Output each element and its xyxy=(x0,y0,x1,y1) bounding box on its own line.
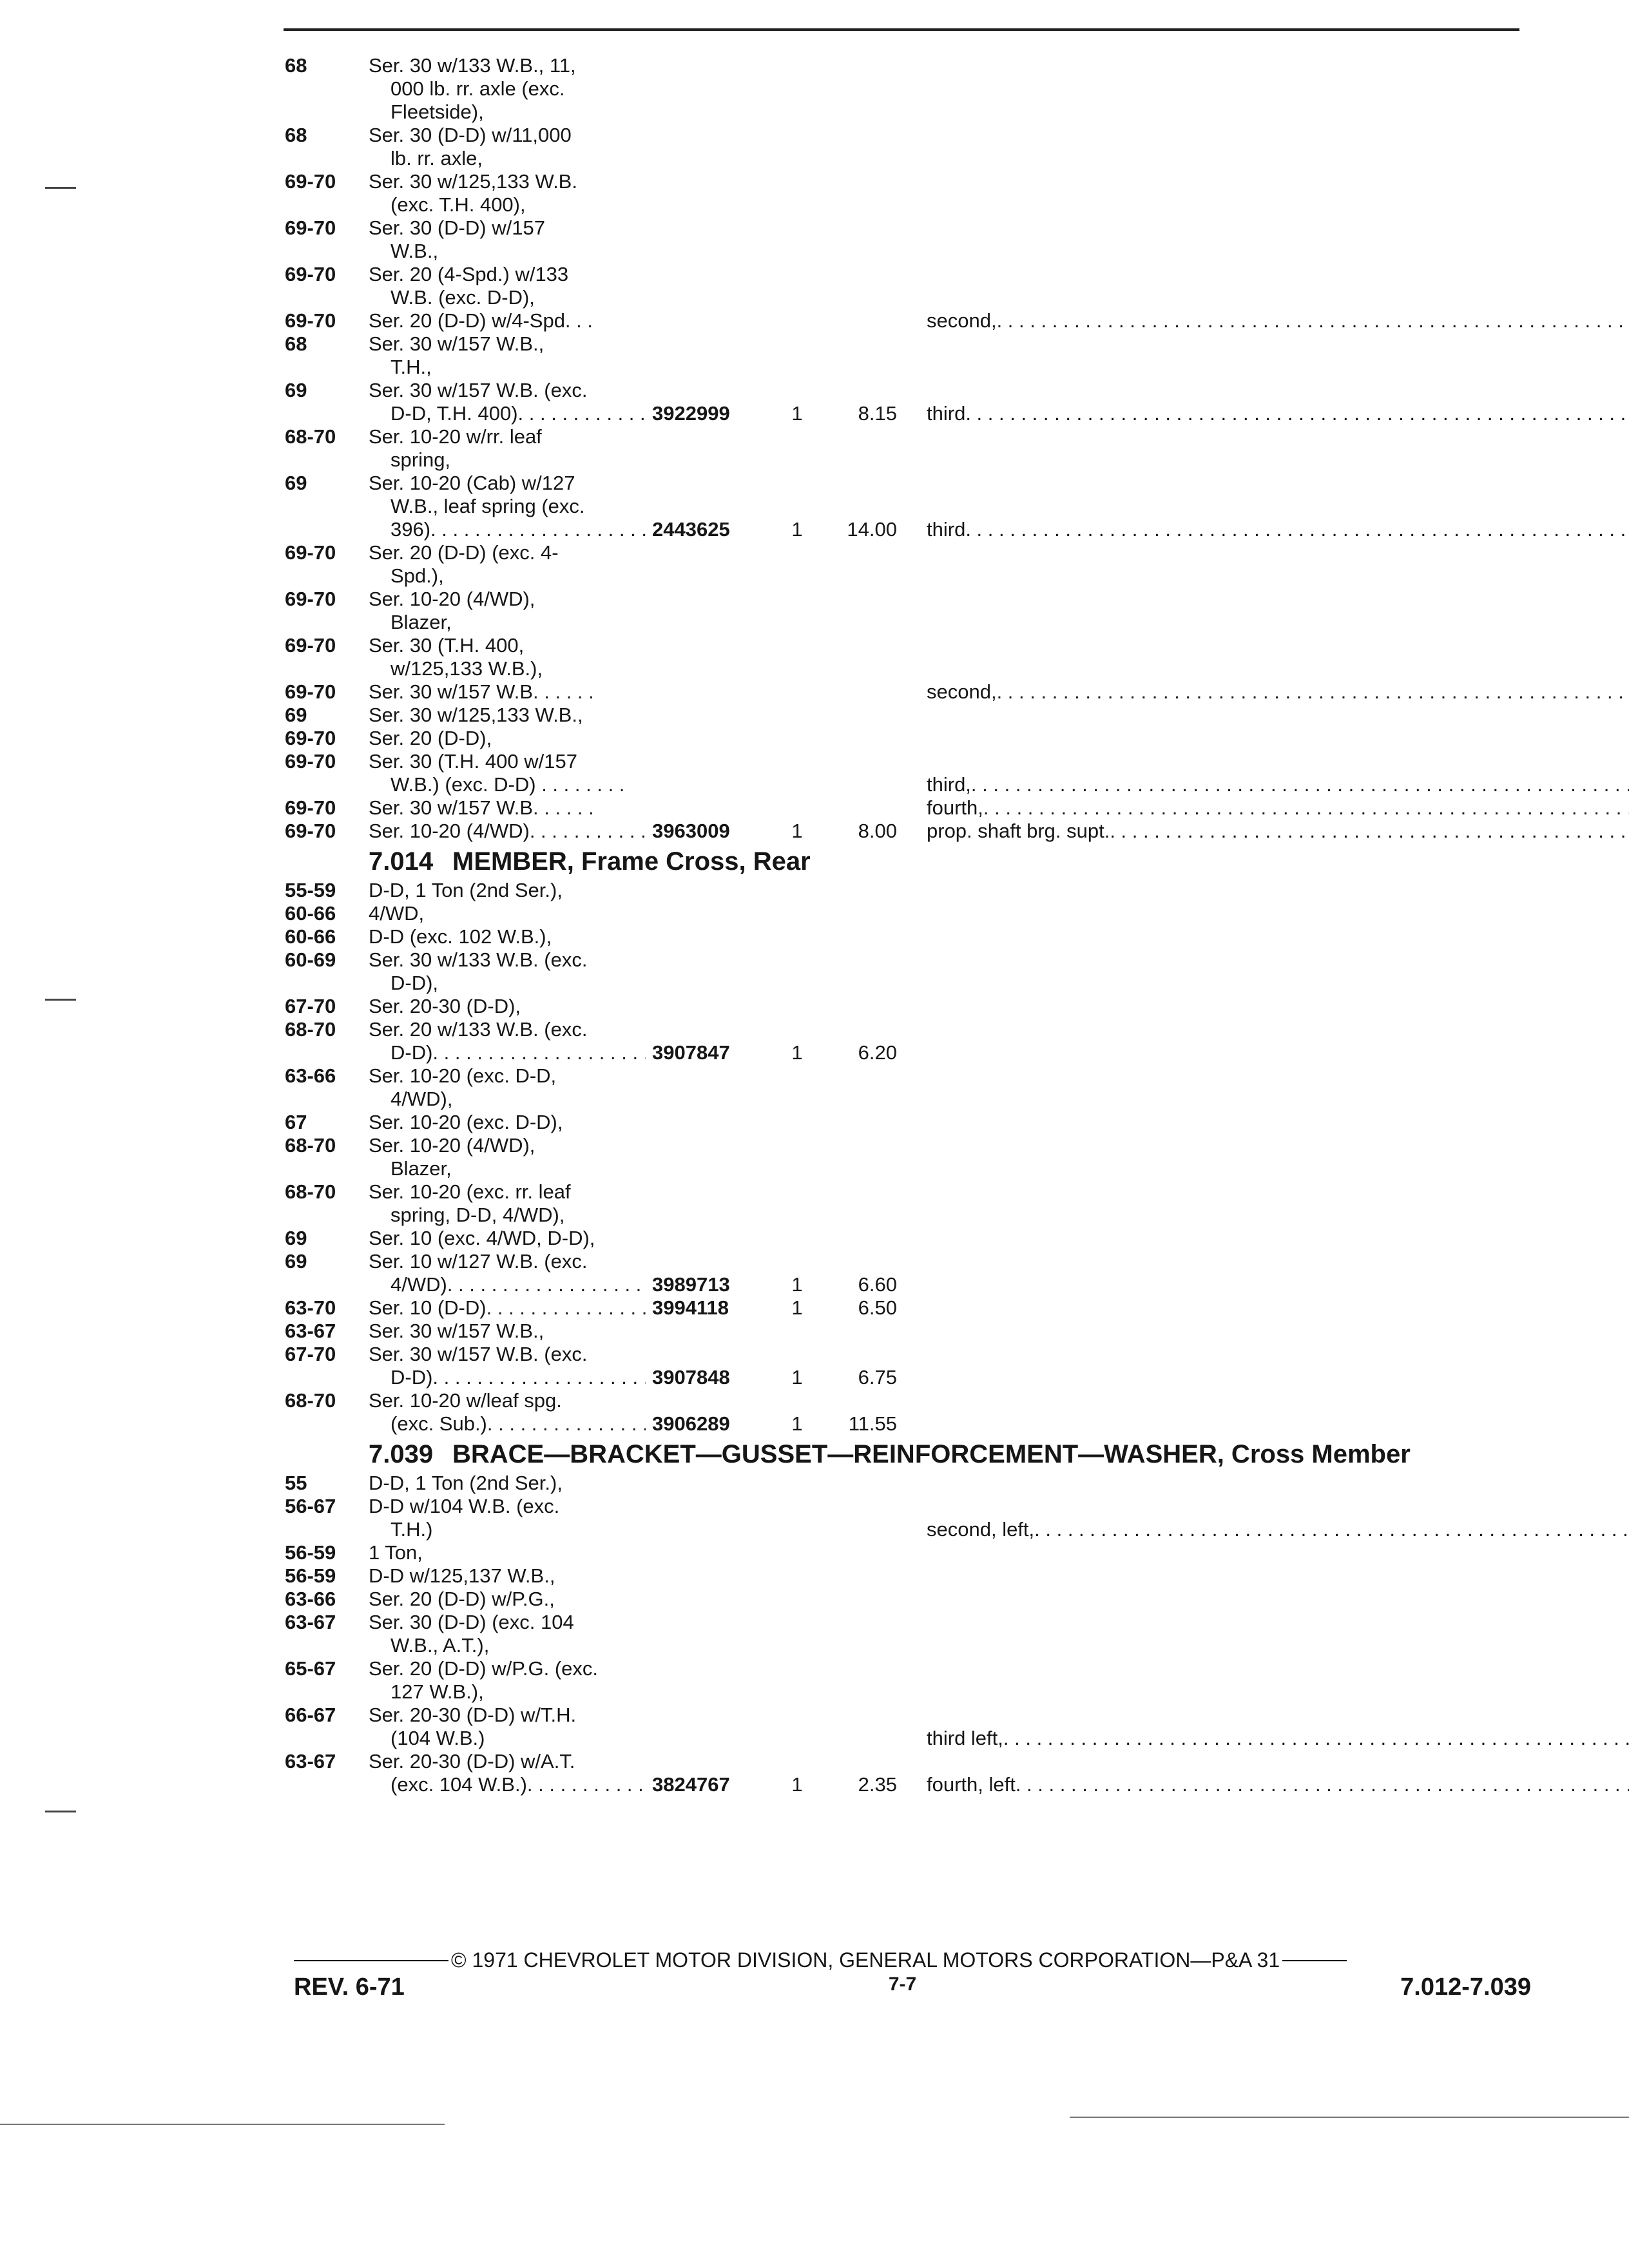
part-row xyxy=(285,704,1528,727)
description-line: Ser. 30 (D-D) (exc. 104 xyxy=(369,1611,574,1633)
part-row xyxy=(285,472,1528,541)
list-price: 2.35 xyxy=(858,1773,897,1796)
remark xyxy=(927,773,1629,796)
model-years: 55-59 xyxy=(285,879,336,901)
description-line: Ser. 30 (T.H. 400, xyxy=(369,634,525,657)
fitment-description xyxy=(369,1180,646,1227)
model-years: 56-59 xyxy=(285,1541,336,1564)
list-price: 6.75 xyxy=(858,1366,897,1389)
quantity: 1 xyxy=(791,1773,803,1796)
description-line: W.B., leaf spring (exc. xyxy=(390,495,585,517)
fitment-description xyxy=(369,948,646,995)
part-number: 3963009 xyxy=(652,820,730,842)
model-years: 69-70 xyxy=(285,588,336,610)
description-line: Ser. 20 (D-D) w/P.G., xyxy=(369,1588,555,1610)
model-years: 56-59 xyxy=(285,1564,336,1587)
fitment-description xyxy=(369,216,646,263)
part-row xyxy=(285,1018,1528,1064)
description-line: Blazer, xyxy=(390,1157,452,1180)
description-line: Ser. 20 (D-D) w/4-Spd. . . xyxy=(369,309,593,332)
description-line: Ser. 10 w/127 W.B. (exc. xyxy=(369,1250,588,1273)
leader-dots xyxy=(487,1412,646,1436)
fitment-description xyxy=(369,704,646,727)
part-number: 3989713 xyxy=(652,1273,730,1296)
fitment-description xyxy=(369,1343,646,1389)
description-line xyxy=(369,1296,646,1320)
description-line: Ser. 30 (T.H. 400 w/157 xyxy=(369,750,577,773)
margin-mark xyxy=(45,999,76,1001)
description-line: (exc. T.H. 400), xyxy=(390,193,526,216)
fitment-description xyxy=(369,1320,646,1343)
description-line: Fleetside), xyxy=(390,101,484,123)
part-row xyxy=(285,309,1528,332)
remark xyxy=(927,1773,1629,1796)
description-line: T.H.) xyxy=(390,1518,433,1541)
part-row xyxy=(285,1389,1528,1436)
model-years: 69 xyxy=(285,1227,307,1249)
remark-text: second, left, xyxy=(927,1518,1035,1541)
fitment-description xyxy=(369,995,646,1018)
quantity: 1 xyxy=(791,1296,803,1319)
description-line: Ser. 30 w/157 W.B. . . . . . xyxy=(369,680,594,703)
remark-text: third, xyxy=(927,773,971,796)
leader-dots xyxy=(1016,1773,1629,1796)
fitment-description xyxy=(369,680,646,704)
part-row xyxy=(285,1564,1528,1588)
description-line: Ser. 10-20 w/rr. leaf xyxy=(369,425,542,448)
section-title: MEMBER, Frame Cross, Rear xyxy=(452,847,811,876)
fitment-description xyxy=(369,170,646,216)
part-number: 3906289 xyxy=(652,1412,730,1435)
model-years: 69 xyxy=(285,1250,307,1273)
description-line: Ser. 10-20 w/leaf spg. xyxy=(369,1389,562,1412)
list-price: 6.60 xyxy=(858,1273,897,1296)
part-row xyxy=(285,54,1528,124)
description-line: W.B. (exc. D-D), xyxy=(390,286,535,309)
description-line: Ser. 20 (D-D) (exc. 4- xyxy=(369,541,559,564)
leader-dots xyxy=(432,1041,646,1064)
description-line: Ser. 10-20 (4/WD), xyxy=(369,1134,535,1157)
part-row xyxy=(285,1064,1528,1111)
part-row xyxy=(285,332,1528,379)
model-years: 69-70 xyxy=(285,727,336,749)
fitment-description xyxy=(369,1495,646,1541)
fitment-description xyxy=(369,309,646,332)
fitment-description xyxy=(369,1588,646,1611)
fitment-description xyxy=(369,1564,646,1588)
page-number: 7-7 xyxy=(888,1974,917,1995)
description-text: 396) xyxy=(390,518,431,541)
section-heading xyxy=(285,848,1528,875)
remark-text: third left, xyxy=(927,1727,1003,1749)
part-row xyxy=(285,750,1528,796)
model-years: 68-70 xyxy=(285,1389,336,1412)
quantity: 1 xyxy=(791,1273,803,1296)
description-line: Ser. 10-20 (exc. rr. leaf xyxy=(369,1180,571,1203)
part-row xyxy=(285,379,1528,425)
description-line xyxy=(369,1273,646,1296)
scan-edge-line xyxy=(0,2124,445,2125)
part-row xyxy=(285,879,1528,902)
fitment-description xyxy=(369,902,646,925)
quantity: 1 xyxy=(791,518,803,541)
fitment-description xyxy=(369,1611,646,1657)
description-line: Ser. 30 (D-D) w/11,000 xyxy=(369,124,572,146)
description-line: spring, D-D, 4/WD), xyxy=(390,1204,565,1226)
description-text: Ser. 10 (D-D) xyxy=(369,1296,487,1319)
leader-dots xyxy=(487,1296,646,1320)
part-row xyxy=(285,1657,1528,1704)
part-row xyxy=(285,925,1528,948)
quantity: 1 xyxy=(791,1041,803,1064)
fitment-description xyxy=(369,541,646,588)
part-number: 3907848 xyxy=(652,1366,730,1389)
fitment-description xyxy=(369,750,646,796)
description-line: W.B., xyxy=(390,240,439,262)
part-row xyxy=(285,541,1528,588)
leader-dots xyxy=(530,820,646,843)
part-row xyxy=(285,634,1528,680)
description-line xyxy=(369,1041,646,1064)
description-line xyxy=(369,1412,646,1436)
fitment-description xyxy=(369,332,646,379)
model-years: 63-67 xyxy=(285,1320,336,1342)
model-years: 56-67 xyxy=(285,1495,336,1517)
fitment-description xyxy=(369,1541,646,1564)
remark-text: third xyxy=(927,518,966,541)
model-years: 69-70 xyxy=(285,796,336,819)
fitment-description xyxy=(369,1064,646,1111)
section-heading xyxy=(285,1441,1528,1468)
fitment-description xyxy=(369,1657,646,1704)
model-years: 69-70 xyxy=(285,263,336,285)
description-line: Ser. 20-30 (D-D) w/A.T. xyxy=(369,1750,575,1773)
part-row xyxy=(285,170,1528,216)
description-line: Ser. 30 w/125,133 W.B. xyxy=(369,170,577,193)
leader-dots xyxy=(965,402,1629,425)
part-row xyxy=(285,1541,1528,1564)
remark-text: prop. shaft brg. supt. xyxy=(927,820,1110,842)
model-years: 68 xyxy=(285,124,307,146)
description-line: Ser. 10-20 (Cab) w/127 xyxy=(369,472,575,494)
description-line: Ser. 20-30 (D-D) w/T.H. xyxy=(369,1704,577,1726)
description-line: W.B.) (exc. D-D) . . . . . . . . xyxy=(390,773,625,796)
fitment-description xyxy=(369,727,646,750)
description-line: Ser. 30 w/157 W.B. . . . . . xyxy=(369,796,594,819)
model-years: 60-69 xyxy=(285,948,336,971)
description-line: Ser. 20-30 (D-D), xyxy=(369,995,521,1017)
margin-mark xyxy=(45,187,76,189)
description-line: Ser. 10 (exc. 4/WD, D-D), xyxy=(369,1227,595,1249)
description-line: Ser. 30 (D-D) w/157 xyxy=(369,216,545,239)
part-row xyxy=(285,820,1528,843)
model-years: 68-70 xyxy=(285,425,336,448)
fitment-description xyxy=(369,879,646,902)
model-years: 67 xyxy=(285,1111,307,1133)
remark-text: second, xyxy=(927,680,997,703)
part-number: 3994118 xyxy=(652,1296,729,1319)
description-text: (exc. 104 W.B.) xyxy=(390,1773,527,1796)
description-line: Spd.), xyxy=(390,564,444,587)
scan-edge-line xyxy=(1070,2117,1629,2118)
part-row xyxy=(285,124,1528,170)
list-price: 11.55 xyxy=(848,1412,897,1435)
model-years: 69-70 xyxy=(285,750,336,773)
list-price: 6.20 xyxy=(858,1041,897,1064)
model-years: 68-70 xyxy=(285,1180,336,1203)
model-years: 65-67 xyxy=(285,1657,336,1680)
part-row xyxy=(285,1750,1528,1796)
description-line: Ser. 30 w/157 W.B. (exc. xyxy=(369,379,588,401)
part-row xyxy=(285,1227,1528,1250)
remark xyxy=(927,1518,1629,1541)
leader-dots xyxy=(1110,820,1629,843)
description-line xyxy=(369,1366,646,1389)
leader-dots xyxy=(983,796,1629,820)
description-line: Ser. 10-20 (exc. D-D, xyxy=(369,1064,557,1087)
description-line: spring, xyxy=(390,448,451,471)
section-title: BRACE—BRACKET—GUSSET—REINFORCEMENT—WASHER, Cross Member xyxy=(452,1440,1411,1468)
part-row xyxy=(285,727,1528,750)
part-row xyxy=(285,588,1528,634)
leader-dots xyxy=(1003,1727,1629,1750)
part-number: 3907847 xyxy=(652,1041,730,1064)
model-years: 69-70 xyxy=(285,170,336,193)
model-years: 63-70 xyxy=(285,1296,336,1319)
remark xyxy=(927,820,1629,843)
part-row xyxy=(285,995,1528,1018)
model-years: 69 xyxy=(285,704,307,726)
copyright-line xyxy=(294,1948,1531,1972)
description-line: 4/WD), xyxy=(390,1088,453,1110)
fitment-description xyxy=(369,820,646,843)
part-number: 2443625 xyxy=(652,518,730,541)
description-line: D-D w/125,137 W.B., xyxy=(369,1564,555,1587)
leader-dots xyxy=(527,1773,646,1796)
section-range: 7.012-7.039 xyxy=(1400,1974,1531,2001)
parts-list xyxy=(285,54,1528,1796)
fitment-description xyxy=(369,263,646,309)
model-years: 69-70 xyxy=(285,634,336,657)
description-line: (104 W.B.) xyxy=(390,1727,485,1749)
fitment-description xyxy=(369,379,646,425)
description-line: 127 W.B.), xyxy=(390,1680,484,1703)
fitment-description xyxy=(369,588,646,634)
margin-mark xyxy=(45,1811,76,1812)
remark-text: second, xyxy=(927,309,997,332)
remark-text: fourth, xyxy=(927,796,983,819)
part-row xyxy=(285,1111,1528,1134)
top-rule xyxy=(284,28,1519,31)
part-row xyxy=(285,1472,1528,1495)
description-line: D-D), xyxy=(390,972,439,994)
description-line: 4/WD, xyxy=(369,902,425,925)
list-price: 8.00 xyxy=(858,820,897,842)
part-row xyxy=(285,263,1528,309)
leader-dots xyxy=(997,680,1629,704)
fitment-description xyxy=(369,1134,646,1180)
leader-dots xyxy=(1034,1518,1629,1541)
fitment-description xyxy=(369,1018,646,1064)
fitment-description xyxy=(369,796,646,820)
page-footer xyxy=(294,1948,1531,2001)
description-line: D-D, 1 Ton (2nd Ser.), xyxy=(369,879,563,901)
model-years: 60-66 xyxy=(285,902,336,925)
part-row xyxy=(285,680,1528,704)
model-years: 69 xyxy=(285,379,307,401)
leader-dots xyxy=(430,518,646,541)
quantity: 1 xyxy=(791,1412,803,1435)
model-years: 69-70 xyxy=(285,680,336,703)
description-line: Ser. 30 w/157 W.B., xyxy=(369,332,545,355)
description-line: Ser. 30 w/133 W.B. (exc. xyxy=(369,948,588,971)
description-line: lb. rr. axle, xyxy=(390,147,483,169)
fitment-description xyxy=(369,1704,646,1750)
description-line: w/125,133 W.B.), xyxy=(390,657,543,680)
list-price: 14.00 xyxy=(847,518,897,541)
fitment-description xyxy=(369,1227,646,1250)
remark xyxy=(927,680,1629,704)
model-years: 68-70 xyxy=(285,1018,336,1041)
description-line: T.H., xyxy=(390,356,432,378)
description-line: Blazer, xyxy=(390,611,452,633)
leader-dots xyxy=(965,518,1629,541)
part-row xyxy=(285,425,1528,472)
description-line: Ser. 20 (D-D) w/P.G. (exc. xyxy=(369,1657,599,1680)
description-line xyxy=(369,402,646,425)
description-text: 4/WD) xyxy=(390,1273,447,1296)
part-row xyxy=(285,1495,1528,1541)
model-years: 69 xyxy=(285,472,307,494)
section-number: 7.014 xyxy=(369,847,434,876)
fitment-description xyxy=(369,1472,646,1495)
part-row xyxy=(285,1704,1528,1750)
description-line: Ser. 30 w/157 W.B., xyxy=(369,1320,545,1342)
model-years: 60-66 xyxy=(285,925,336,948)
fitment-description xyxy=(369,124,646,170)
remark xyxy=(927,309,1629,332)
model-years: 67-70 xyxy=(285,995,336,1017)
list-price: 6.50 xyxy=(858,1296,897,1319)
fitment-description xyxy=(369,1296,646,1320)
description-line xyxy=(369,518,646,541)
revision-label: REV. 6-71 xyxy=(294,1974,405,2001)
description-line: Ser. 20 w/133 W.B. (exc. xyxy=(369,1018,588,1041)
description-line: Ser. 20 (D-D), xyxy=(369,727,492,749)
part-row xyxy=(285,1320,1528,1343)
model-years: 67-70 xyxy=(285,1343,336,1365)
description-line: 1 Ton, xyxy=(369,1541,423,1564)
section-number: 7.039 xyxy=(369,1440,434,1468)
description-line: 000 lb. rr. axle (exc. xyxy=(390,77,565,100)
model-years: 69-70 xyxy=(285,541,336,564)
model-years: 69-70 xyxy=(285,216,336,239)
model-years: 68-70 xyxy=(285,1134,336,1157)
fitment-description xyxy=(369,1750,646,1796)
part-row xyxy=(285,216,1528,263)
remark-text: third xyxy=(927,402,966,425)
model-years: 69-70 xyxy=(285,309,336,332)
fitment-description xyxy=(369,634,646,680)
description-line: Ser. 20 (4-Spd.) w/133 xyxy=(369,263,569,285)
fitment-description xyxy=(369,425,646,472)
model-years: 63-67 xyxy=(285,1750,336,1773)
description-text: Ser. 10-20 (4/WD) xyxy=(369,820,530,842)
description-line: Ser. 10-20 (4/WD), xyxy=(369,588,535,610)
description-text: (exc. Sub.) xyxy=(390,1412,487,1435)
part-row xyxy=(285,1296,1528,1320)
description-line: Ser. 30 w/133 W.B., 11, xyxy=(369,54,576,77)
leader-dots xyxy=(997,309,1629,332)
part-row xyxy=(285,1180,1528,1227)
part-row xyxy=(285,948,1528,995)
quantity: 1 xyxy=(791,820,803,842)
description-line: Ser. 30 w/125,133 W.B., xyxy=(369,704,583,726)
part-number: 3922999 xyxy=(652,402,730,425)
description-line: Ser. 10-20 (exc. D-D), xyxy=(369,1111,563,1133)
copyright-text: © 1971 CHEVROLET MOTOR DIVISION, GENERAL MOTORS CORPORATION—P&A 31 xyxy=(451,1948,1280,1972)
description-line: W.B., A.T.), xyxy=(390,1634,490,1657)
quantity: 1 xyxy=(791,402,803,425)
description-line: Ser. 30 w/157 W.B. (exc. xyxy=(369,1343,588,1365)
list-price: 8.15 xyxy=(858,402,897,425)
description-text: D-D) xyxy=(390,1041,433,1064)
description-line: D-D, 1 Ton (2nd Ser.), xyxy=(369,1472,563,1494)
part-row xyxy=(285,796,1528,820)
model-years: 63-66 xyxy=(285,1064,336,1087)
model-years: 69-70 xyxy=(285,820,336,842)
description-text: D-D) xyxy=(390,1366,433,1389)
remark xyxy=(927,402,1629,425)
fitment-description xyxy=(369,925,646,948)
quantity: 1 xyxy=(791,1366,803,1389)
fitment-description xyxy=(369,1250,646,1296)
description-line: D-D (exc. 102 W.B.), xyxy=(369,925,552,948)
part-row xyxy=(285,1343,1528,1389)
model-years: 55 xyxy=(285,1472,307,1494)
description-text: D-D, T.H. 400) xyxy=(390,402,518,425)
remark xyxy=(927,518,1629,541)
model-years: 66-67 xyxy=(285,1704,336,1726)
leader-dots xyxy=(971,773,1629,796)
part-number: 3824767 xyxy=(652,1773,730,1796)
leader-dots xyxy=(447,1273,646,1296)
part-row xyxy=(285,902,1528,925)
part-row xyxy=(285,1134,1528,1180)
part-row xyxy=(285,1611,1528,1657)
description-line xyxy=(369,820,646,843)
description-line: D-D w/104 W.B. (exc. xyxy=(369,1495,560,1517)
remark xyxy=(927,796,1629,820)
part-row xyxy=(285,1250,1528,1296)
fitment-description xyxy=(369,1111,646,1134)
leader-dots xyxy=(518,402,646,425)
leader-dots xyxy=(432,1366,646,1389)
description-line xyxy=(369,1773,646,1796)
model-years: 63-67 xyxy=(285,1611,336,1633)
model-years: 68 xyxy=(285,332,307,355)
remark-text: fourth, left xyxy=(927,1773,1016,1796)
fitment-description xyxy=(369,472,646,541)
remark xyxy=(927,1727,1629,1750)
fitment-description xyxy=(369,1389,646,1436)
fitment-description xyxy=(369,54,646,124)
model-years: 68 xyxy=(285,54,307,77)
model-years: 63-66 xyxy=(285,1588,336,1610)
part-row xyxy=(285,1588,1528,1611)
